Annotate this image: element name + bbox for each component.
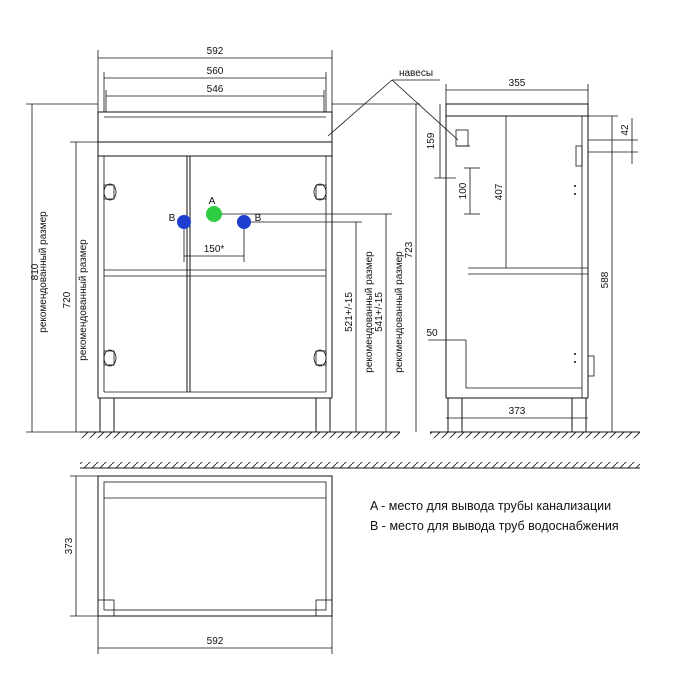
label-b-left: B xyxy=(168,213,176,224)
front-view xyxy=(26,46,458,438)
water-point-b-left xyxy=(177,215,191,229)
front-floor xyxy=(80,432,400,438)
dim-50: 50 xyxy=(426,328,438,339)
dim-height-body: 720 xyxy=(62,291,73,309)
dim-width-inner: 546 xyxy=(206,84,224,95)
side-leg-right xyxy=(572,398,586,432)
dim-407: 407 xyxy=(494,183,505,201)
plan-view xyxy=(64,462,640,654)
dim-height-total: 810 xyxy=(30,263,41,281)
dim-depth-bottom: 373 xyxy=(508,406,526,417)
dim-height-body-note: рекомендованный размер xyxy=(78,239,89,361)
dim-width-overall: 592 xyxy=(206,46,224,57)
label-a: A xyxy=(208,196,216,207)
front-leg-right xyxy=(316,398,330,432)
dim-159: 159 xyxy=(426,132,437,150)
plan-outline xyxy=(98,476,332,616)
water-point-b-right xyxy=(237,215,251,229)
legend-line-b: B - место для вывода труб водоснабжения xyxy=(370,519,619,533)
front-leg-left xyxy=(100,398,114,432)
front-cabinet-body xyxy=(98,142,332,398)
dim-drain-height-note: рекомендованный размер xyxy=(394,251,405,373)
legend-line-a: A - место для вывода трубы канализации xyxy=(370,499,612,513)
hinges-label: навесы xyxy=(398,68,434,79)
dim-width-top: 560 xyxy=(206,66,224,77)
dim-drain-height: 541+/-15 xyxy=(374,292,385,332)
dim-height-total-note: рекомендованный размер xyxy=(38,211,49,333)
label-b-right: B xyxy=(254,213,262,224)
dim-water-height-note: рекомендованный размер xyxy=(364,251,375,373)
dim-plan-width: 592 xyxy=(206,636,224,647)
dim-pipe-spacing: 150* xyxy=(203,244,225,255)
legend xyxy=(370,499,619,533)
drain-point-a xyxy=(206,206,222,222)
side-leg-left xyxy=(448,398,462,432)
dim-height-top: 723 xyxy=(404,241,415,259)
dim-588: 588 xyxy=(600,271,611,289)
side-countertop xyxy=(446,104,588,116)
dim-42: 42 xyxy=(620,124,631,136)
side-view xyxy=(426,78,640,438)
front-top-dimensions xyxy=(98,50,332,112)
dim-depth-overall: 355 xyxy=(508,78,526,89)
dim-water-height: 521+/-15 xyxy=(344,292,355,332)
front-countertop xyxy=(98,112,332,142)
dim-100: 100 xyxy=(458,182,469,200)
dim-plan-depth: 373 xyxy=(64,537,75,555)
